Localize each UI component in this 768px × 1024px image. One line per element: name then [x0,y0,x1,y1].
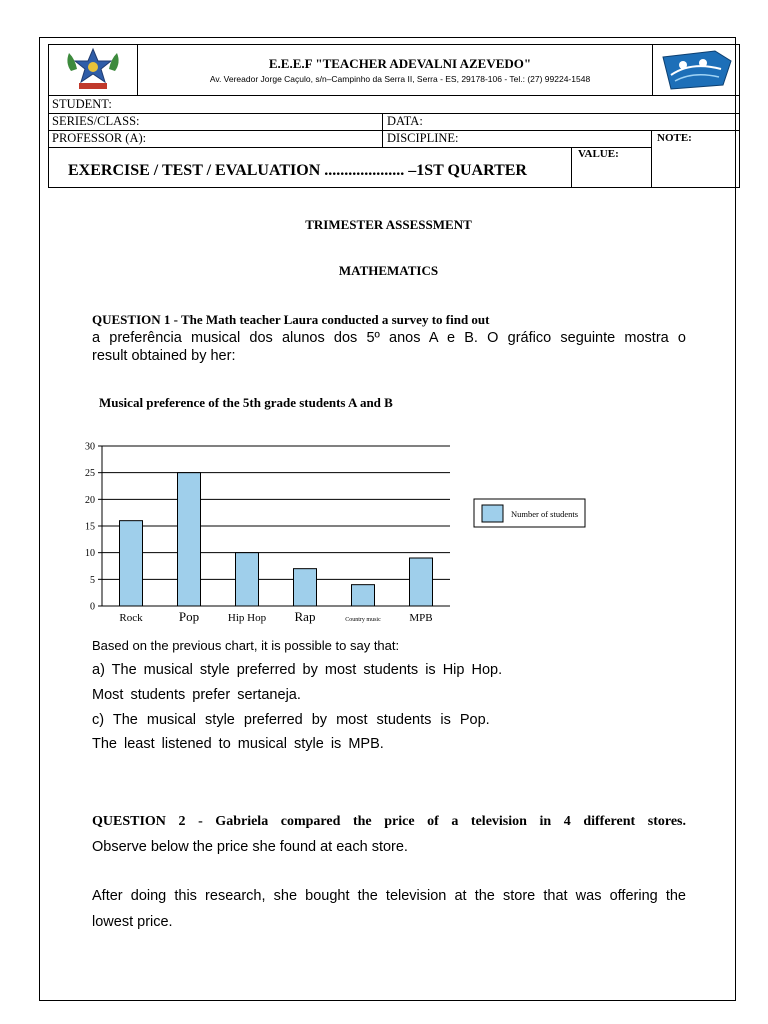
y-tick-label: 0 [90,601,95,613]
bar-hip-hop [236,553,259,606]
y-tick-label: 30 [85,441,95,453]
bar-rock [120,521,143,606]
school-logo-icon [653,45,739,95]
left-logo-cell [48,44,138,96]
question-1-title [92,312,686,328]
question-2-line3: lowest price. [92,914,173,930]
chart-legend [474,499,585,527]
x-tick-label: Rap [294,609,316,624]
option-c: c) The musical style preferred by most students is Pop. [92,712,490,728]
school-name: E.E.E.F "TEACHER ADEVALNI AZEVEDO" [268,56,532,71]
note-label: NOTE: [657,132,692,144]
document-page [39,37,736,1001]
question-1-text-line1: a preferência musical dos alunos dos 5º anos A e B. O gráfico seguinte mostra o [92,330,686,346]
question-2-line1: Observe below the price she found at each store. [92,839,408,855]
y-tick-label: 20 [85,494,95,506]
question-2-title [92,814,686,830]
x-tick-label: Rock [119,612,143,624]
question-1-title-text: QUESTION 1 - The Math teacher Laura conducted a survey to find out [92,312,490,327]
chart-title: Musical preference of the 5th grade students A and B [99,395,393,410]
subject-title: MATHEMATICS [338,263,439,278]
data-row [382,113,740,131]
option-a: a) The musical style preferred by most students is Hip Hop. [92,662,503,678]
x-tick-label: MPB [409,612,433,624]
question-2-title-text: QUESTION 2 - Gabriela compared the price of a television in 4 different stores. [92,814,686,829]
exam-title: EXERCISE / TEST / EVALUATION .................... –1ST QUARTER [68,162,527,179]
student-row [48,95,740,114]
x-tick-label: Hip Hop [227,612,267,624]
school-address: Av. Vereador Jorge Caçulo, s/n–Campinho da Serra II, Serra - ES, 29178-106 - Tel.: (27) 99224-1548 [209,74,591,84]
series-label: SERIES/CLASS: [52,114,140,128]
assessment-title: TRIMESTER ASSESSMENT [305,217,472,232]
discipline-label: DISCIPLINE: [387,131,459,145]
data-label: DATA: [387,114,423,128]
legend-swatch [482,505,503,522]
coat-of-arms-icon [49,45,137,95]
y-tick-label: 10 [85,548,95,560]
option-d: The least listened to musical style is MPB. [92,736,384,752]
y-tick-label: 15 [85,521,95,533]
bar-chart [40,433,640,633]
question-1-text-line2: result obtained by her: [92,348,236,364]
legend-label: Number of students [511,509,579,519]
professor-label: PROFESSOR (A): [52,131,147,145]
bar-pop [178,473,201,606]
bar-country-music [352,585,375,606]
option-b: Most students prefer sertaneja. [92,687,301,703]
x-tick-label: Country music [345,617,381,623]
header-form [48,44,728,188]
x-tick-label: Pop [178,609,200,624]
student-label: STUDENT: [52,97,112,111]
bar-mpb [410,558,433,606]
question-2-line2: After doing this research, she bought the television at the store that was offering the [92,888,686,904]
value-label: VALUE: [578,148,619,160]
question-1-prompt: Based on the previous chart, it is possible to say that: [92,638,400,653]
right-logo-cell [652,44,740,96]
bar-rap [294,569,317,606]
y-tick-label: 25 [85,468,95,480]
y-tick-label: 5 [90,574,95,586]
